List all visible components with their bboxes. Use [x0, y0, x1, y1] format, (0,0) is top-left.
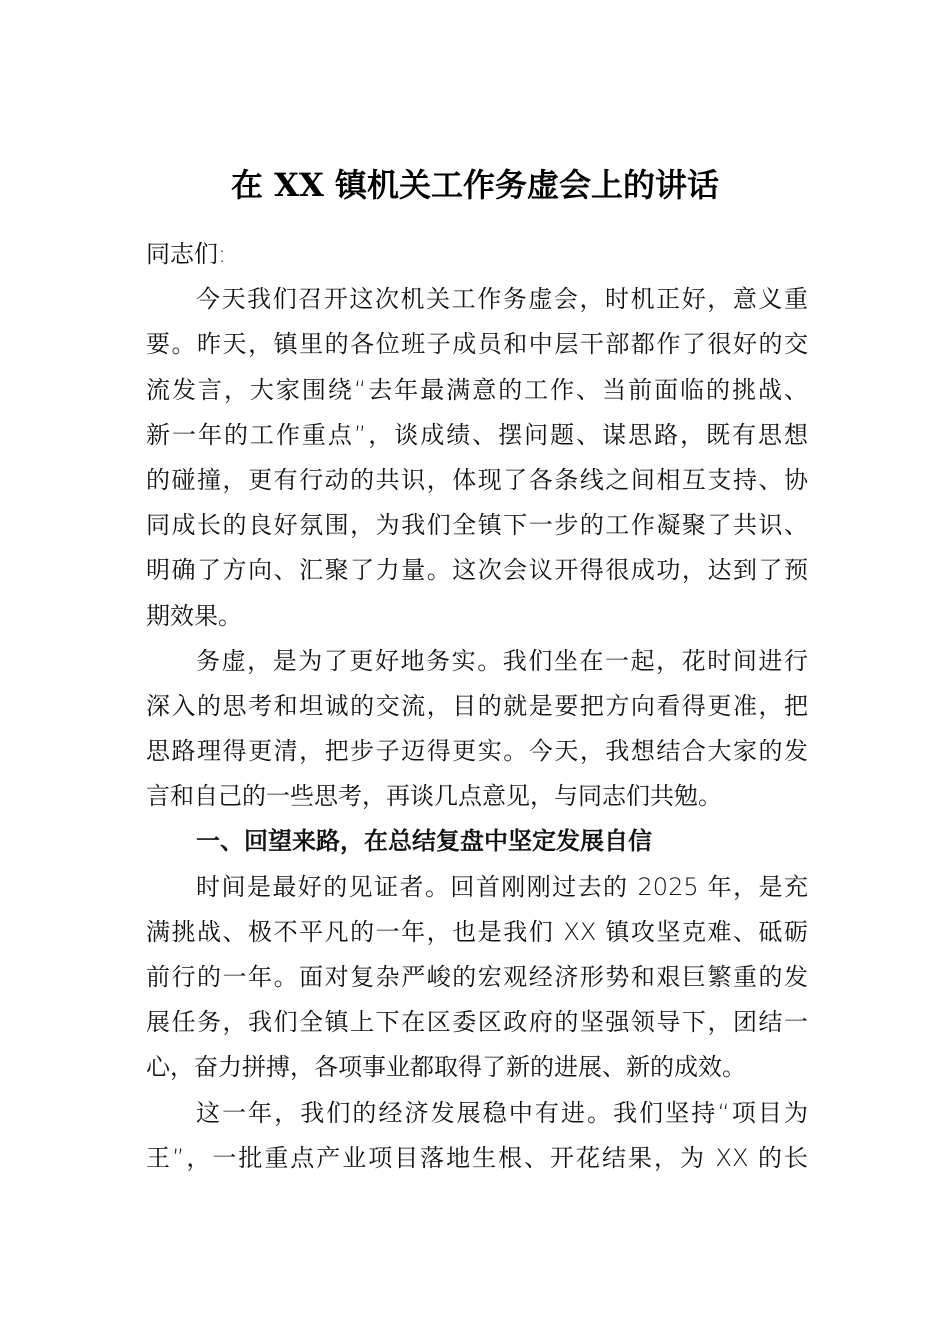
text-line: 期效果。 — [146, 601, 242, 630]
text-line: 展任务，我们全镇上下在区委区政府的坚强领导下，团结一 — [146, 1008, 808, 1037]
text-line: 时间是最好的见证者。回首刚刚过去的 2025 年，是充 — [196, 872, 808, 901]
text-line: 明确了方向、汇聚了力量。这次会议开得很成功，达到了预 — [146, 556, 808, 585]
text-line: 思路理得更清，把步子迈得更实。今天，我想结合大家的发 — [146, 737, 808, 766]
paragraph-opening — [146, 277, 808, 639]
text-line: 的碰撞，更有行动的共识，体现了各条线之间相互支持、协 — [146, 465, 808, 494]
text-line: 心，奋力拼搏，各项事业都取得了新的进展、新的成效。 — [146, 1053, 746, 1082]
text-line: 务虚，是为了更好地务实。我们坐在一起，花时间进行 — [196, 646, 808, 675]
text-line: 前行的一年。面对复杂严峻的宏观经济形势和艰巨繁重的发 — [146, 963, 808, 991]
section-heading-1: 一、回望来路，在总结复盘中坚定发展自信 — [196, 827, 652, 856]
text-line: 今天我们召开这次机关工作务虚会，时机正好，意义重 — [196, 285, 808, 314]
text-line: 王”，一批重点产业项目落地生根、开花结果，为 XX 的长 — [146, 1143, 808, 1172]
salutation: 同志们: — [146, 240, 227, 268]
text-line: 满挑战、极不平凡的一年，也是我们 XX 镇攻坚克难、砥砺 — [146, 917, 808, 946]
text-line: 这一年，我们的经济发展稳中有进。我们坚持“项目为 — [196, 1098, 808, 1127]
text-line: 流发言，大家围绕“去年最满意的工作、当前面临的挑战、 — [146, 375, 808, 404]
text-line: 新一年的工作重点”，谈成绩、摆问题、谋思路，既有思想 — [146, 420, 808, 449]
document-body — [146, 232, 808, 1181]
text-line: 要。昨天，镇里的各位班子成员和中层干部都作了很好的交 — [146, 330, 808, 359]
paragraph-economy — [146, 1091, 808, 1181]
document-title: 在 XX 镇机关工作务虚会上的讲话 — [231, 166, 719, 204]
paragraph-purpose — [146, 639, 808, 820]
text-line: 深入的思考和坦诚的交流，目的就是要把方向看得更准，把 — [146, 691, 808, 720]
text-line: 同成长的良好氛围，为我们全镇下一步的工作凝聚了共识、 — [146, 511, 808, 540]
text-line: 言和自己的一些思考，再谈几点意见，与同志们共勉。 — [146, 782, 722, 811]
paragraph-review — [146, 865, 808, 1091]
